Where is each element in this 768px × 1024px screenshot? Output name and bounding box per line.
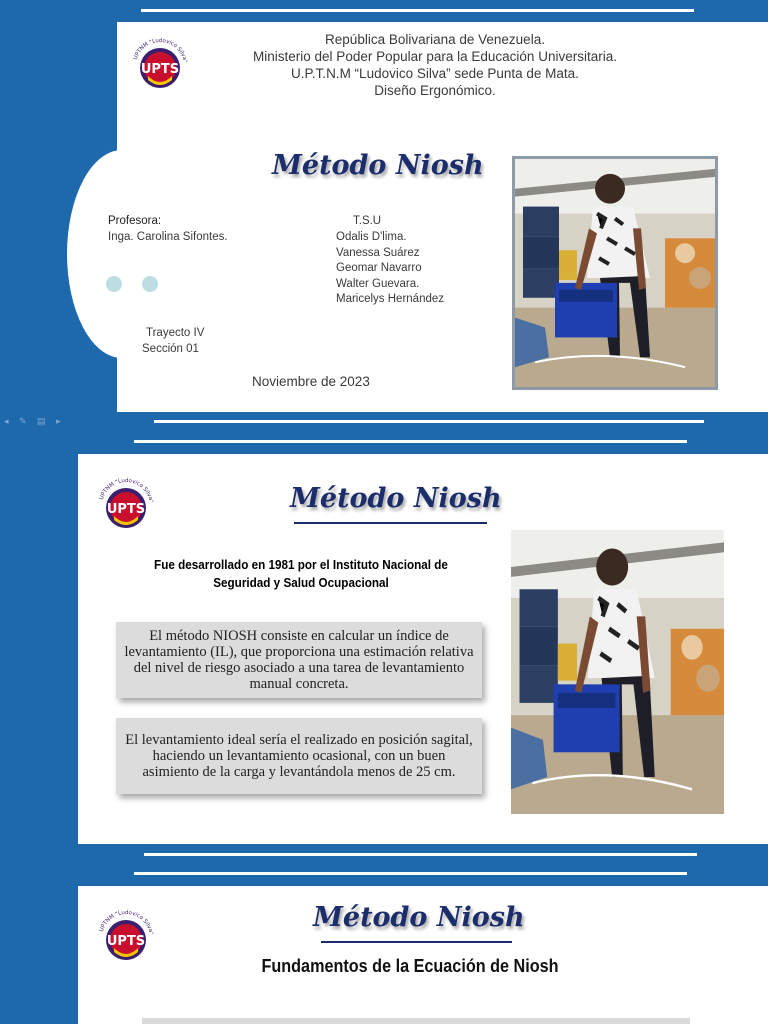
profesora-name: Inga. Carolina Sifontes.: [108, 231, 228, 243]
student-name: Maricelys Hernández: [336, 293, 445, 305]
tsu-label: T.S.U: [353, 215, 382, 227]
slide-1-title: Método Niosh: [272, 150, 484, 181]
slide-3-subtitle: Fundamentos de la Ecuación de Niosh: [261, 956, 559, 976]
title-underline: [294, 522, 487, 524]
profesora-label: Profesora:: [108, 215, 162, 227]
slide-1-top-line: [141, 9, 694, 12]
logo-icon: [94, 472, 158, 536]
definition-box: El método NIOSH consiste en calcular un índice de levantamiento (IL), que proporciona una estimación relativa del nivel de riesgo asociado a una tarea de levantamiento manual concreta.: [116, 622, 482, 698]
student-name: Odalis D'lima.: [336, 231, 407, 243]
trayecto: Trayecto IV: [146, 327, 205, 339]
header-line: Ministerio del Poder Popular para la Educación Universitaria.: [253, 49, 617, 64]
date: Noviembre de 2023: [252, 374, 370, 389]
slide-2-heading: [131, 556, 471, 592]
logo-icon: [128, 32, 192, 96]
heading-line: Fue desarrollado en 1981 por el Instituto Nacional de: [154, 557, 448, 572]
slide-3-top-line: [144, 853, 697, 856]
workers-photo: [512, 156, 718, 390]
students-list: [336, 230, 444, 308]
title-underline: [321, 941, 512, 943]
slide-2-title: Método Niosh: [290, 483, 502, 514]
heading-line: Seguridad y Salud Ocupacional: [213, 575, 389, 590]
slide-1-header: [200, 31, 670, 99]
decor-dot: [106, 276, 122, 292]
decor-dot: [142, 276, 158, 292]
slide-nav-controls[interactable]: ◂ ✎ ▤ ▸: [4, 416, 65, 426]
student-name: Walter Guevara.: [336, 277, 420, 290]
workers-photo-2: [511, 530, 724, 814]
ideal-lift-box: El levantamiento ideal sería el realizado en posición sagital, haciendo un levantamiento ocasional, con un buen asimiento de la carga y levantándola menos de 25 cm.: [116, 718, 482, 794]
slide-3-box-edge: [142, 1018, 690, 1024]
slide-2-top-line: [154, 420, 704, 423]
slide-3-title: Método Niosh: [313, 902, 525, 933]
seccion: Sección 01: [142, 343, 199, 355]
student-name: Vanessa Suárez: [336, 246, 420, 259]
header-line: U.P.T.N.M “Ludovico Silva” sede Punta de Mata.: [291, 66, 579, 81]
logo-icon: [94, 904, 158, 968]
header-line: Diseño Ergonómico.: [374, 83, 496, 98]
slide-2-top-line-2: [134, 440, 687, 443]
slide-3-top-line-2: [134, 872, 687, 875]
student-name: Geomar Navarro: [336, 262, 422, 274]
header-line: República Bolivariana de Venezuela.: [325, 32, 545, 47]
